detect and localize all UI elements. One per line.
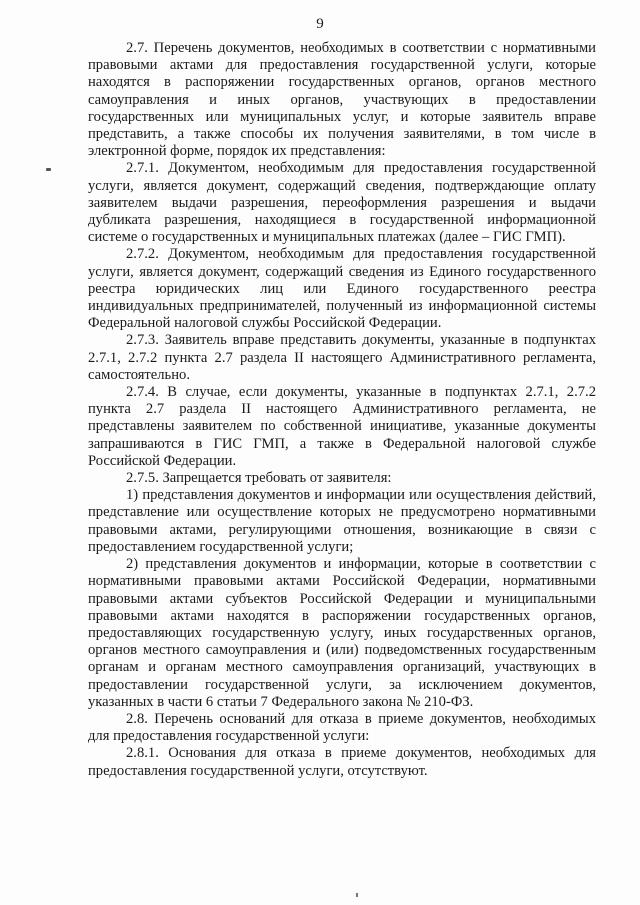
scan-mark: [356, 893, 358, 897]
page-number: 9: [316, 16, 324, 32]
document-body: [88, 40, 596, 780]
paragraph-2-7: 2.7. Перечень документов, необходимых в соответствии с нормативными правовыми актами для предоставления государственной услуги, которые находятся в распоряжении государственных органов, органов местного самоуправления и иных органов, участвующих в предоставлении государственных или муниципальных услуг, и которые заявитель вправе представить, а также способы их получения заявителями, в том числе в электронной форме, порядок их представления:: [88, 40, 596, 160]
list-item-2: 2) представления документов и информации, которые в соответствии с нормативными правовыми актами Российской Федерации, нормативными правовыми актами субъектов Российской Федерации и муниципальными правовыми актами находятся в распоряжении государственных органов, предоставляющих государственную услугу, иных государственных органов, органов местного самоуправления и (или) подведомственных государственным органам и органам местного самоуправления организаций, участвующих в предоставлении государственной услуги, за исключением документов, указанных в части 6 статьи 7 Федерального закона № 210-ФЗ.: [88, 556, 596, 710]
paragraph-2-7-4: 2.7.4. В случае, если документы, указанные в подпунктах 2.7.1, 2.7.2 пункта 2.7 раздела II настоящего Административного регламента, не представлены заявителем по собственной инициативе, указанные документы запрашиваются в ГИС ГМП, а также в Федеральной налоговой службе Российской Федерации.: [88, 384, 596, 469]
paragraph-2-8: 2.8. Перечень оснований для отказа в приеме документов, необходимых для предоставления государственной услуги:: [88, 710, 596, 745]
paragraph-2-7-5: 2.7.5. Запрещается требовать от заявителя:: [126, 470, 392, 487]
paragraph-2-8-1: 2.8.1. Основания для отказа в приеме документов, необходимых для предоставления государственной услуги, отсутствуют.: [88, 745, 596, 779]
paragraph-2-7-3: 2.7.3. Заявитель вправе представить документы, указанные в подпунктах 2.7.1, 2.7.2 пункта 2.7 раздела II настоящего Административного регламента, самостоятельно.: [88, 332, 596, 383]
margin-mark: [46, 168, 51, 171]
paragraph-2-7-2: 2.7.2. Документом, необходимым для предоставления государственной услуги, является документ, содержащий сведения из Единого государственного реестра юридических лиц или Единого государственного реестра индивидуальных предпринимателей, полученный из информационной системы Федеральной налоговой службы Российской Федерации.: [88, 246, 596, 332]
paragraph-2-7-1: 2.7.1. Документом, необходимым для предоставления государственной услуги, является документ, содержащий сведения, подтверждающие оплату заявителем выдачи разрешения, переоформления разрешения и выдачи дубликата разрешения, находящиеся в государственной информационной системе о государственных и муниципальных платежах (далее – ГИС ГМП).: [88, 160, 596, 246]
list-item-1: 1) представления документов и информации или осуществления действий, представление или осуществление которых не предусмотрено нормативными правовыми актами, регулирующими отношения, возникающие в связи с предоставлением государственной услуги;: [88, 487, 596, 555]
